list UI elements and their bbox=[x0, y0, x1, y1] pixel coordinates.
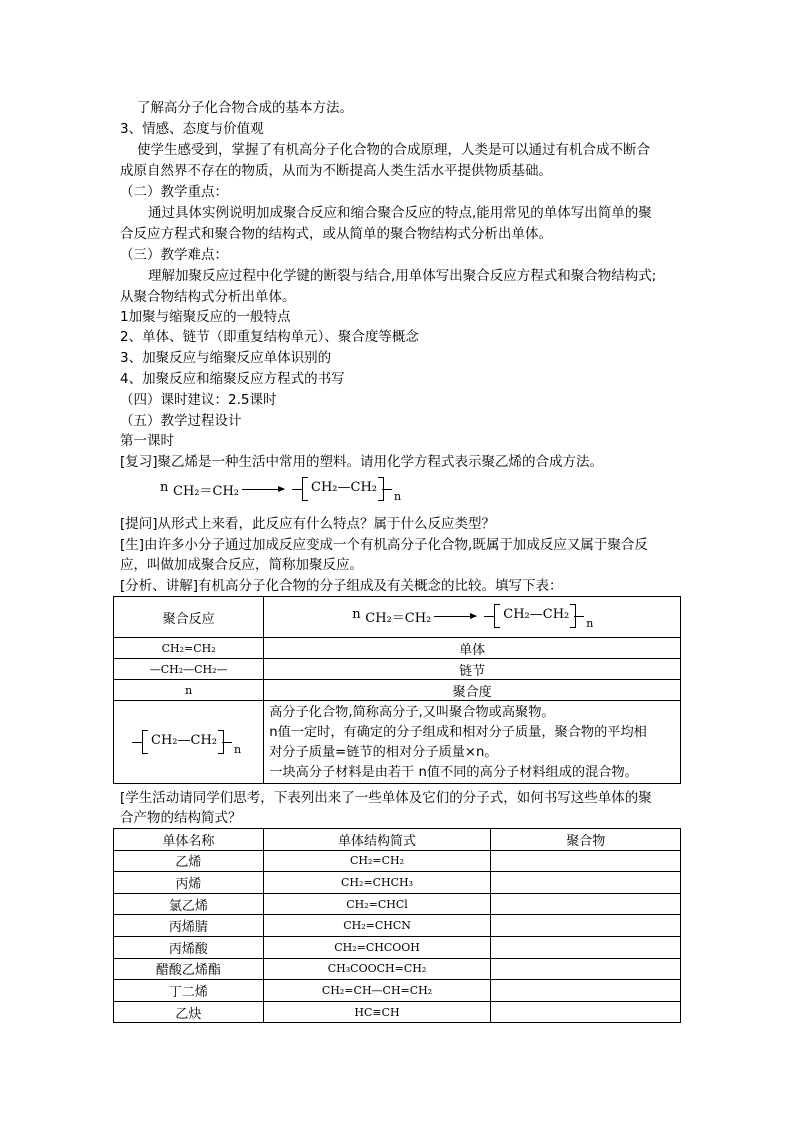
column-header: 单体结构简式 bbox=[263, 829, 491, 851]
list-item: 1加聚与缩聚反应的一般特点 bbox=[120, 309, 291, 325]
monomer-formula: CH₂=CHCOOH bbox=[263, 936, 491, 958]
polymer-answer-cell[interactable] bbox=[491, 1001, 681, 1023]
monomer-formula: CH₂=CH—CH=CH₂ bbox=[263, 980, 491, 1002]
list-item: 3、加聚反应与缩聚反应单体识别的 bbox=[120, 350, 332, 366]
table-cell: 聚合度 bbox=[264, 680, 681, 701]
reaction-arrow-icon bbox=[242, 489, 284, 490]
left-bracket-icon bbox=[302, 477, 308, 501]
monomer-formula: CH₂=CHCH₃ bbox=[263, 872, 491, 894]
reaction-arrow-icon bbox=[434, 616, 476, 617]
monomer-name: 丁二烯 bbox=[114, 980, 264, 1002]
polymer-answer-cell[interactable] bbox=[491, 980, 681, 1002]
definition-line: 高分子化合物,简称高分子,又叫聚合物或高聚物。 bbox=[269, 705, 555, 720]
list-item: 4、加聚反应和缩聚反应方程式的书写 bbox=[120, 371, 345, 387]
coefficient-n: n bbox=[352, 607, 361, 622]
table-row bbox=[114, 915, 681, 937]
paragraph: [复习]聚乙烯是一种生活中常用的塑料。请用化学方程式表示聚乙烯的合成方法。 bbox=[120, 454, 604, 470]
table-row bbox=[114, 850, 681, 872]
paragraph: 使学生感受到，掌握了有机高分子化合物的合成原理，人类是可以通过有机合成不断合 bbox=[137, 142, 650, 158]
table-row bbox=[114, 597, 681, 638]
table-row bbox=[114, 659, 681, 680]
monomer-table bbox=[113, 828, 681, 1023]
paragraph: [生]由许多小分子通过加成反应变成一个有机高分子化合物,既属于加成反应又属于聚合反 bbox=[120, 537, 648, 553]
bond-line bbox=[222, 742, 232, 743]
table-row bbox=[114, 893, 681, 915]
list-item: 2、单体、链节（即重复结构单元）、聚合度等概念 bbox=[120, 329, 419, 345]
monomer-formula: CH₂=CHCl bbox=[263, 893, 491, 915]
paragraph: [分析、讲解]有机高分子化合物的分子组成及有关概念的比较。填写下表： bbox=[120, 578, 563, 594]
concept-table bbox=[113, 596, 681, 784]
monomer-formula: CH₃COOCH=CH₂ bbox=[263, 958, 491, 980]
polymer-answer-cell[interactable] bbox=[491, 872, 681, 894]
paragraph: 从聚合物结构式分析出单体。 bbox=[120, 289, 296, 305]
paragraph: [学生活动请同学们思考，下表列出来了一些单体及它们的分子式，如何书写这些单体的聚 bbox=[120, 790, 652, 806]
paragraph: 合反应方程式和聚合物的结构式，或从简单的聚合物结构式分析出单体。 bbox=[120, 226, 552, 242]
monomer-name: 丙烯腈 bbox=[114, 915, 264, 937]
repeat-unit: CH₂—CH₂ bbox=[503, 607, 570, 622]
section-heading: （四）课时建议：2.5课时 bbox=[120, 392, 277, 408]
repeat-unit: CH₂—CH₂ bbox=[151, 733, 217, 748]
table-cell: n bbox=[114, 680, 264, 701]
paragraph: 了解高分子化合物合成的基本方法。 bbox=[137, 100, 353, 116]
table-row bbox=[114, 936, 681, 958]
left-bracket-icon bbox=[494, 604, 500, 628]
section-heading: 第一课时 bbox=[120, 433, 174, 449]
column-header: 单体名称 bbox=[114, 829, 264, 851]
polymerization-equation bbox=[160, 480, 420, 506]
section-heading: （三）教学难点： bbox=[120, 247, 228, 263]
paragraph: 通过具体实例说明加成聚合反应和缩合聚合反应的特点,能用常见的单体写出简单的聚 bbox=[148, 205, 652, 221]
bond-line bbox=[574, 616, 584, 617]
definition-line: n值一定时，有确定的分子组成和相对分子质量，聚合物的平均相 bbox=[269, 725, 647, 740]
polymer-answer-cell[interactable] bbox=[491, 850, 681, 872]
subscript-n: n bbox=[394, 490, 402, 503]
polymer-structure bbox=[132, 733, 262, 759]
monomer-formula: CH₂＝CH₂ bbox=[173, 484, 239, 499]
table-row bbox=[114, 980, 681, 1002]
table-cell: 单体 bbox=[264, 638, 681, 659]
table-row bbox=[114, 1001, 681, 1023]
table-cell bbox=[264, 701, 681, 784]
table-cell: 聚合反应 bbox=[114, 597, 264, 638]
polymer-answer-cell[interactable] bbox=[491, 936, 681, 958]
monomer-name: 乙炔 bbox=[114, 1001, 264, 1023]
monomer-name: 丙烯 bbox=[114, 872, 264, 894]
table-cell: —CH₂—CH₂— bbox=[114, 659, 264, 680]
coefficient-n: n bbox=[160, 480, 169, 495]
monomer-name: 丙烯酸 bbox=[114, 936, 264, 958]
definition-line: 一块高分子材料是由若干 n值不同的高分子材料组成的混合物。 bbox=[269, 765, 638, 780]
table-row bbox=[114, 680, 681, 701]
bond-line bbox=[382, 489, 392, 490]
table-row bbox=[114, 872, 681, 894]
bond-line bbox=[132, 742, 142, 743]
monomer-name: 氯乙烯 bbox=[114, 893, 264, 915]
table-cell bbox=[114, 701, 264, 784]
left-bracket-icon bbox=[142, 730, 148, 754]
table-cell: CH₂=CH₂ bbox=[114, 638, 264, 659]
section-heading: （五）教学过程设计 bbox=[120, 413, 242, 429]
table-cell bbox=[264, 597, 681, 638]
section-heading: （二）教学重点： bbox=[120, 184, 228, 200]
table-row bbox=[114, 638, 681, 659]
monomer-name: 醋酸乙烯酯 bbox=[114, 958, 264, 980]
subscript-n: n bbox=[234, 743, 242, 756]
table-row bbox=[114, 958, 681, 980]
definition-line: 对分子质量=链节的相对分子质量×n。 bbox=[269, 745, 498, 760]
polymerization-equation bbox=[352, 607, 612, 633]
subscript-n: n bbox=[586, 617, 594, 630]
table-cell: 链节 bbox=[264, 659, 681, 680]
column-header: 聚合物 bbox=[491, 829, 681, 851]
table-header-row bbox=[114, 829, 681, 851]
monomer-formula: CH₂=CH₂ bbox=[263, 850, 491, 872]
bond-line bbox=[292, 489, 302, 490]
repeat-unit: CH₂—CH₂ bbox=[311, 480, 377, 495]
paragraph: 合产物的结构简式？ bbox=[120, 810, 242, 826]
paragraph: 理解加聚反应过程中化学键的断裂与结合,用单体写出聚合反应方程式和聚合物结构式; bbox=[148, 268, 657, 284]
bond-line bbox=[484, 616, 494, 617]
monomer-name: 乙烯 bbox=[114, 850, 264, 872]
monomer-formula: CH₂=CHCN bbox=[263, 915, 491, 937]
monomer-formula: HC≡CH bbox=[263, 1001, 491, 1023]
paragraph: 应，叫做加成聚合反应，简称加聚反应。 bbox=[120, 557, 363, 573]
monomer-formula: CH₂＝CH₂ bbox=[365, 611, 432, 626]
paragraph: [提问]从形式上来看，此反应有什么特点？属于什么反应类型？ bbox=[120, 516, 496, 532]
paragraph: 成原自然界不存在的物质，从而为不断提高人类生活水平提供物质基础。 bbox=[120, 163, 552, 179]
section-heading: 3、情感、态度与价值观 bbox=[120, 121, 264, 137]
table-row bbox=[114, 701, 681, 784]
polymer-answer-cell[interactable] bbox=[491, 958, 681, 980]
polymer-answer-cell[interactable] bbox=[491, 915, 681, 937]
polymer-answer-cell[interactable] bbox=[491, 893, 681, 915]
